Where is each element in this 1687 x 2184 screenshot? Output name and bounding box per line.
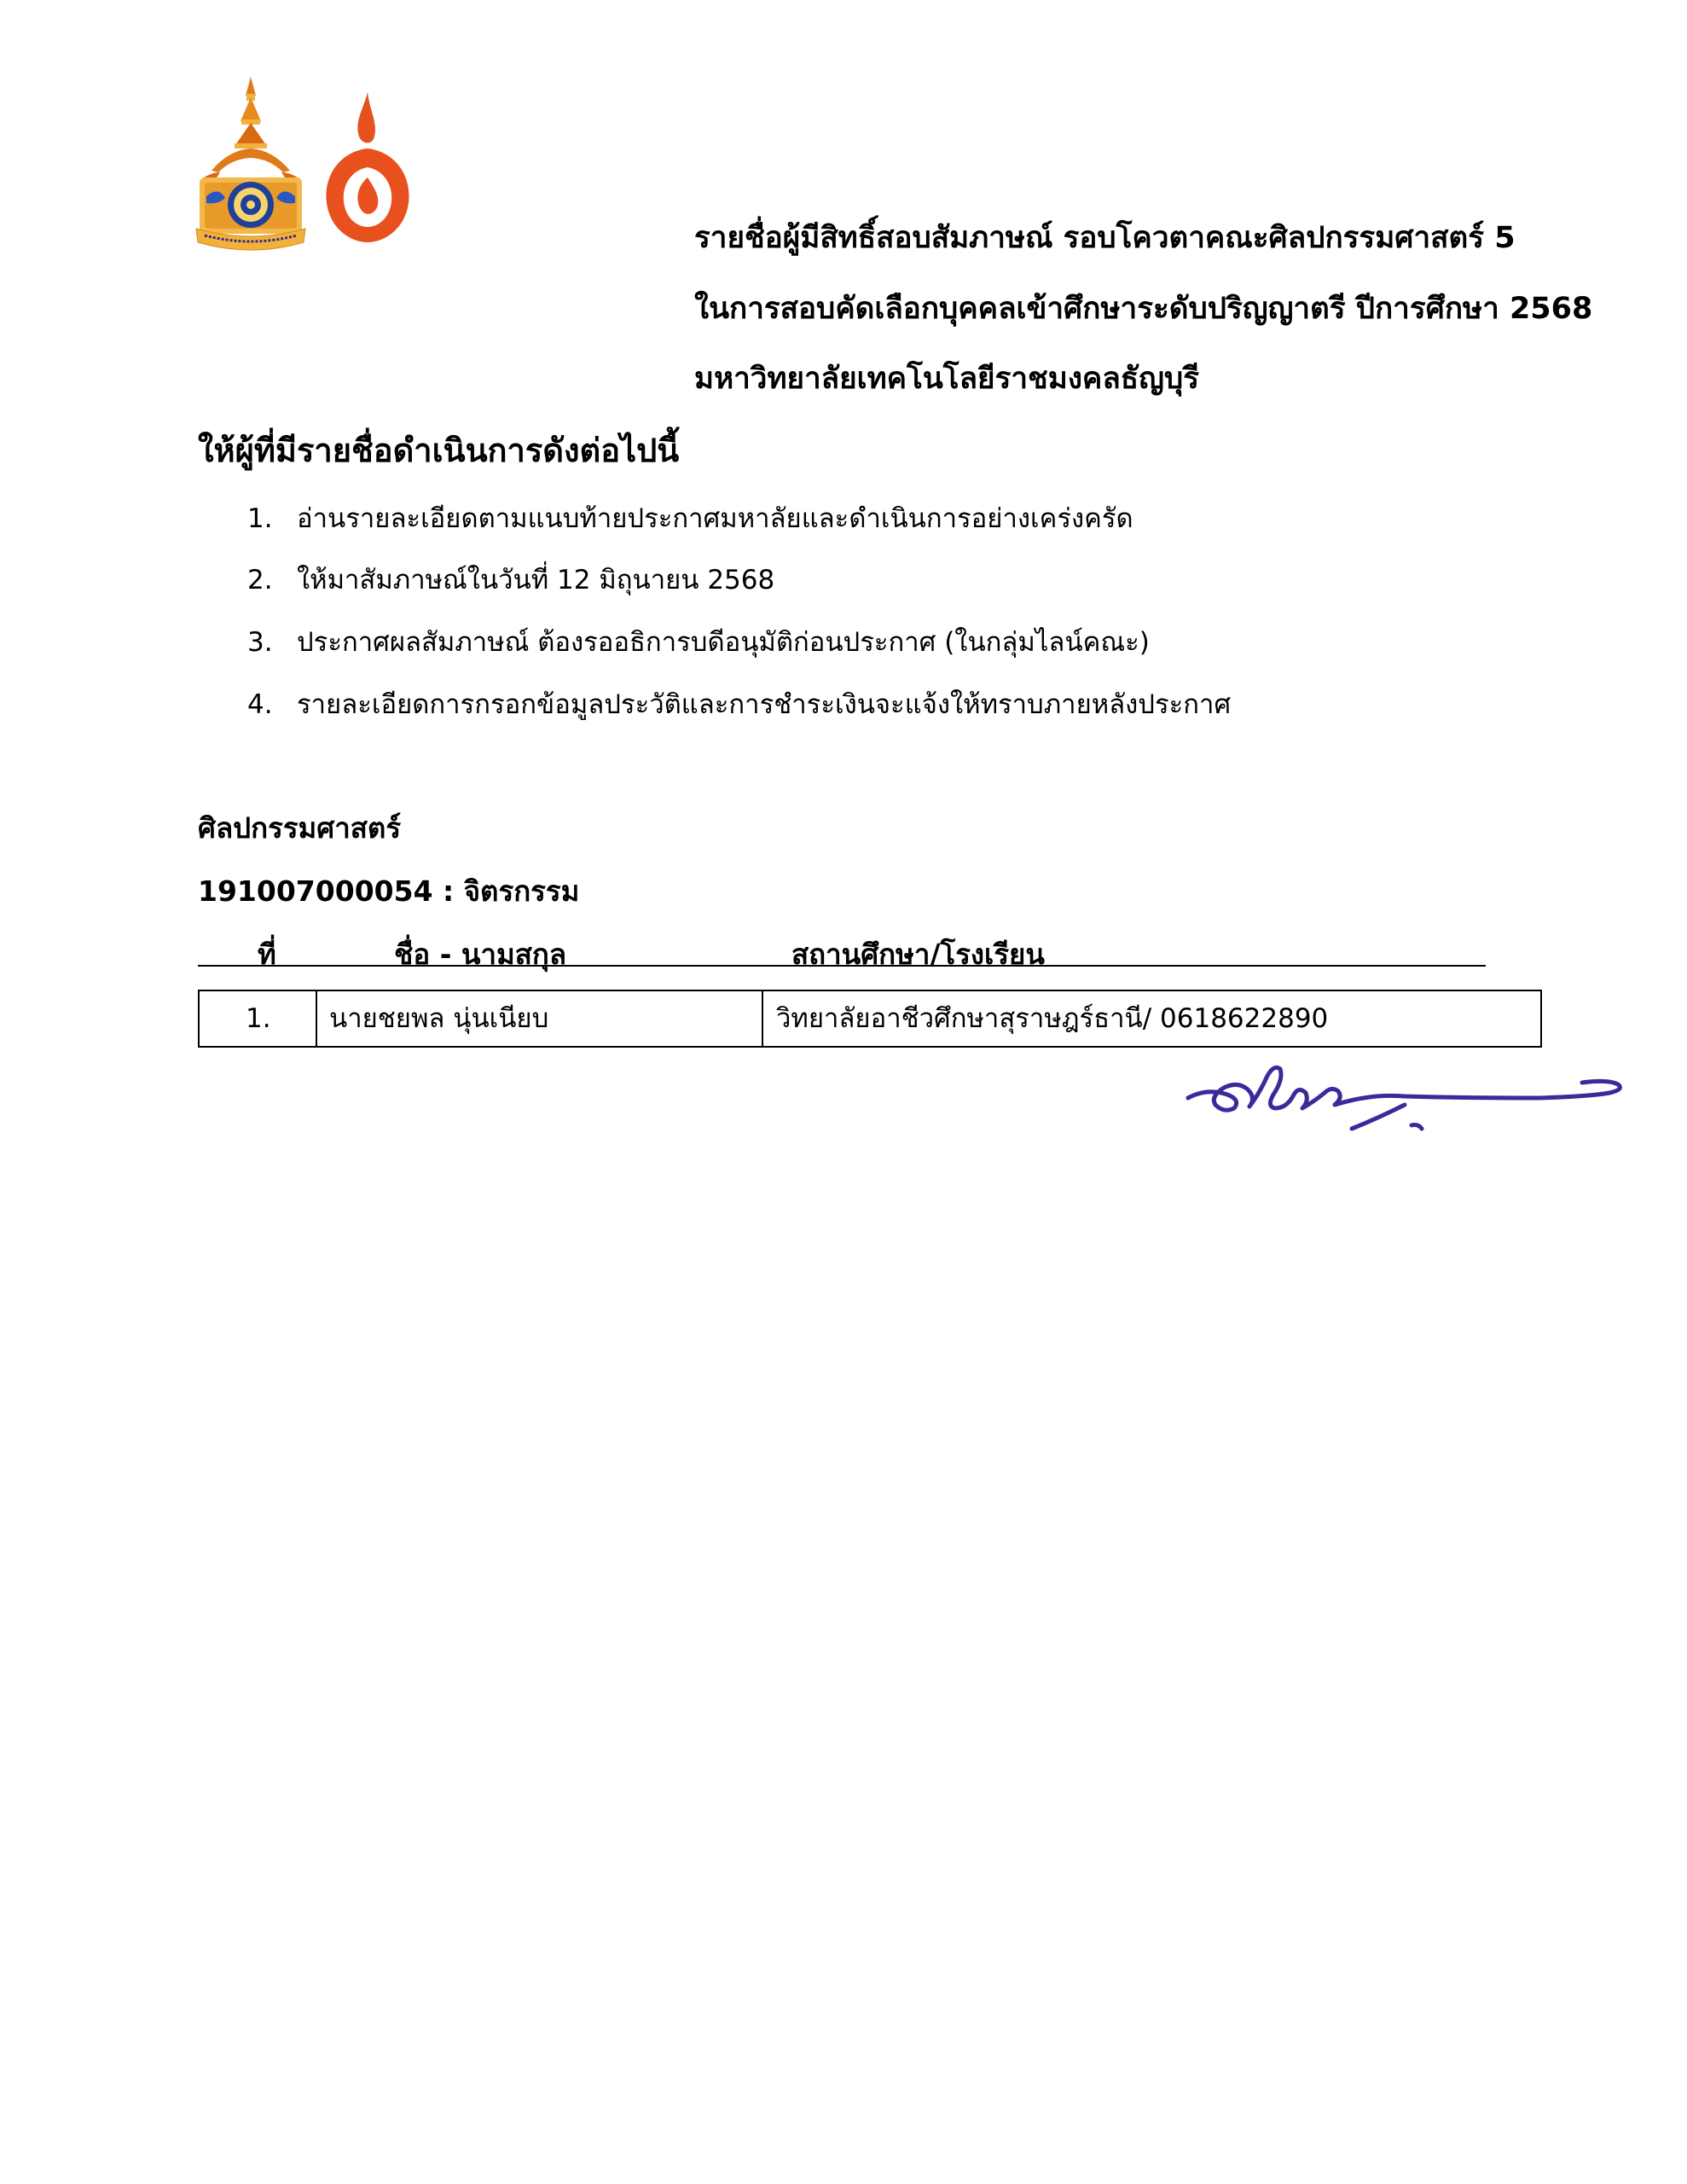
column-divider xyxy=(316,991,317,1046)
university-seal-logo xyxy=(194,77,307,252)
instruction-number: 3. xyxy=(247,627,273,658)
instruction-text: อ่านรายละเอียดตามแนบท้ายประกาศมหาลัยและดำเนินการอย่างเคร่งครัด xyxy=(297,503,1133,534)
instruction-item xyxy=(247,502,1133,536)
instruction-text: ประกาศผลสัมภาษณ์ ต้องรออธิการบดีอนุมัติก่อนประกาศ (ในกลุ่มไลน์คณะ) xyxy=(297,627,1150,658)
column-header-no: ที่ xyxy=(258,938,276,971)
row-number: 1. xyxy=(246,1003,271,1034)
instruction-text: ให้มาสัมภาษณ์ในวันที่ 12 มิถุนายน 2568 xyxy=(297,565,775,595)
school-and-phone: วิทยาลัยอาชีวศึกษาสุราษฎร์ธานี/ 0618622890 xyxy=(776,1003,1329,1034)
signature xyxy=(1181,1045,1642,1147)
announcement-title-line-1: รายชื่อผู้มีสิทธิ์สอบสัมภาษณ์ รอบโควตาคณะศิลปกรรมศาสตร์ 5 xyxy=(694,221,1516,255)
instruction-number: 2. xyxy=(247,565,273,595)
instruction-text: รายละเอียดการกรอกข้อมูลประวัติและการชำระเงินจะแจ้งให้ทราบภายหลังประกาศ xyxy=(297,689,1232,720)
header-underline xyxy=(198,965,1486,967)
program-code-name: 191007000054 : จิตรกรรม xyxy=(198,874,580,908)
instructions-heading: ให้ผู้ที่มีรายชื่อดำเนินการดังต่อไปนี้ xyxy=(198,432,680,469)
instruction-item xyxy=(247,688,1231,722)
student-name: นายชยพล นุ่นเนียบ xyxy=(329,1003,549,1034)
column-header-name: ชื่อ - นามสกุล xyxy=(394,938,567,971)
instruction-number: 1. xyxy=(247,503,273,534)
announcement-title-line-2: ในการสอบคัดเลือกบุคคลเข้าศึกษาระดับปริญญาตรี ปีการศึกษา 2568 xyxy=(694,292,1593,326)
column-header-school: สถานศึกษา/โรงเรียน xyxy=(791,938,1045,971)
column-divider xyxy=(762,991,763,1046)
instruction-item xyxy=(247,625,1150,659)
faculty-name: ศิลปกรรมศาสตร์ xyxy=(198,811,402,845)
table-row xyxy=(198,990,1542,1048)
faculty-emblem-logo xyxy=(320,92,415,244)
announcement-title-line-3: มหาวิทยาลัยเทคโนโลยีราชมงคลธัญบุรี xyxy=(694,362,1199,396)
instruction-number: 4. xyxy=(247,689,273,720)
instruction-item xyxy=(247,563,774,597)
